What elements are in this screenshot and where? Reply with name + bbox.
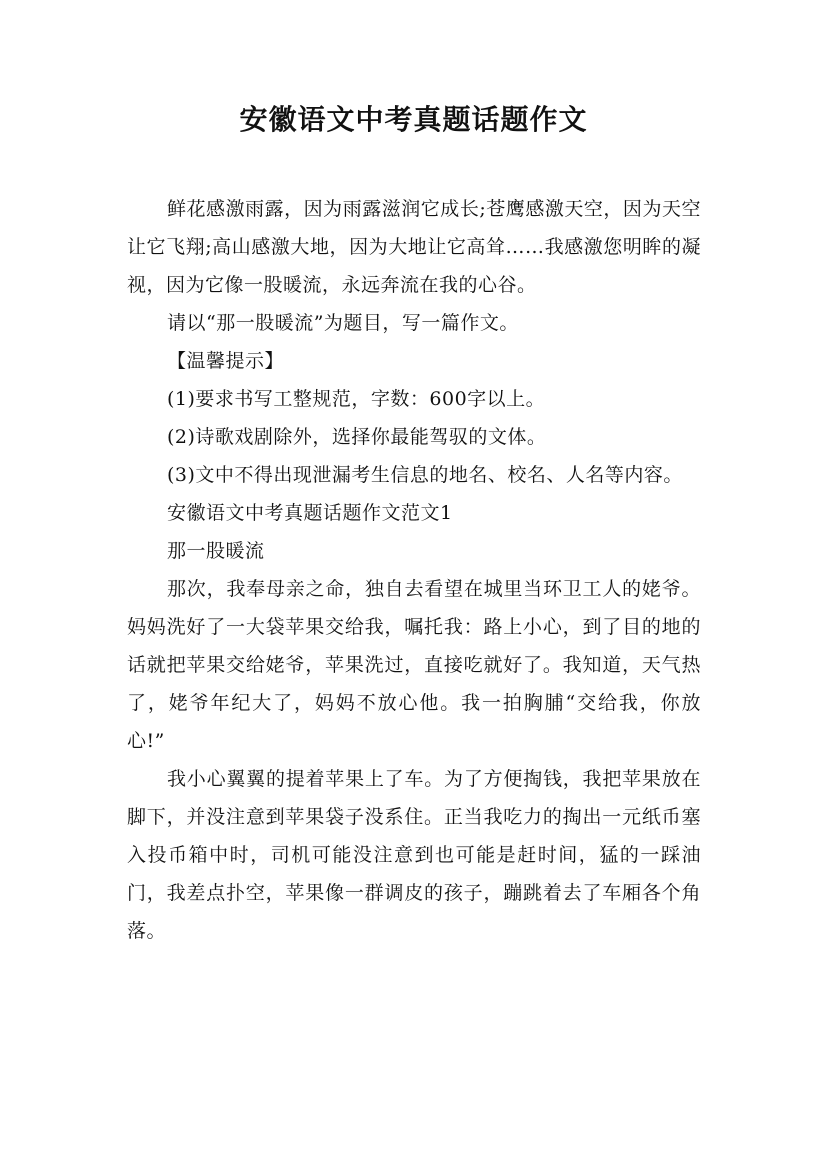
tip-2: (2)诗歌戏剧除外，选择你最能驾驭的文体。 [167, 426, 547, 448]
tip-1: (1)要求书写工整规范，字数：600字以上。 [167, 388, 546, 410]
intro-paragraph: 鲜花感激雨露，因为雨露滋润它成长;苍鹰感激天空，因为天空让它飞翔;高山感激大地，因为大地让它高耸……我感激您明眸的凝视，因为它像一股暖流，永远奔流在我的心谷。 [127, 198, 701, 296]
essay-paragraph-1: 那次，我奉母亲之命，独自去看望在城里当环卫工人的姥爷。妈妈洗好了一大袋苹果交给我，嘱托我：路上小心，到了目的地的话就把苹果交给姥爷，苹果洗过，直接吃就好了。我知道，天气热了，姥爷年纪大了，妈妈不放心他。我一拍胸脯“交给我，你放心!” [127, 578, 701, 752]
document-title: 安徽语文中考真题话题作文 [239, 103, 588, 136]
tips-heading: 【温馨提示】 [167, 350, 285, 372]
tip-3: (3)文中不得出现泄漏考生信息的地名、校名、人名等内容。 [167, 464, 683, 486]
prompt-paragraph: 请以“那一股暖流”为题目，写一篇作文。 [167, 312, 519, 334]
sample-essay-heading: 安徽语文中考真题话题作文范文1 [167, 502, 453, 524]
document-body [127, 190, 701, 950]
sample-essay-title: 那一股暖流 [167, 540, 265, 562]
essay-paragraph-2: 我小心翼翼的提着苹果上了车。为了方便掏钱，我把苹果放在脚下，并没注意到苹果袋子没系住。正当我吃力的掏出一元纸币塞入投币箱中时，司机可能没注意到也可能是赶时间，猛的一踩油门，我差点扑空，苹果像一群调皮的孩子，蹦跳着去了车厢各个角落。 [127, 768, 701, 942]
